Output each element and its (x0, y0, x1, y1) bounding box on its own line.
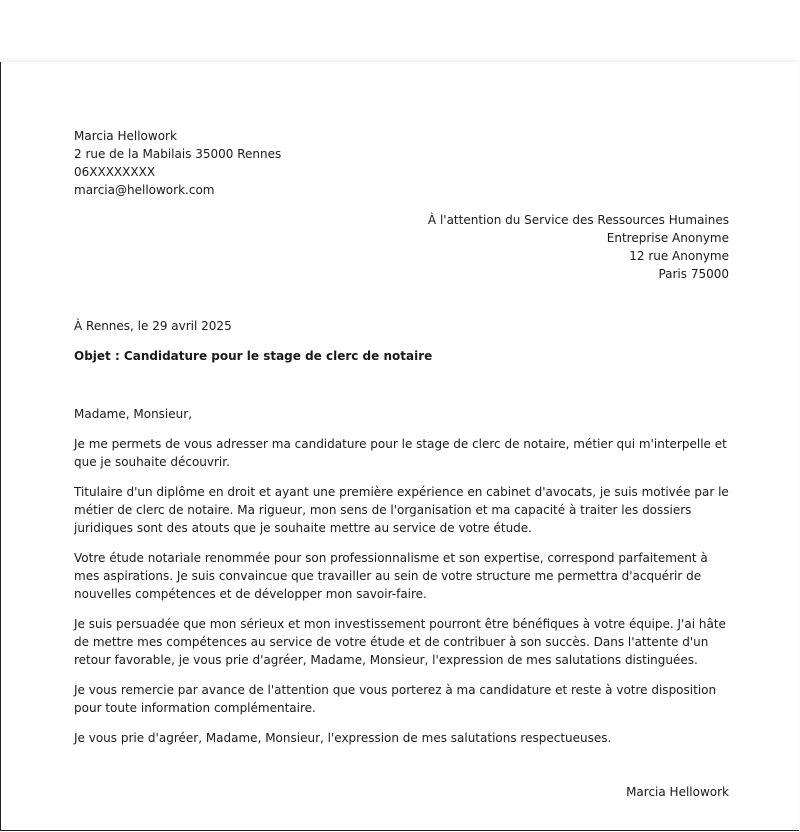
sender-phone: 06XXXXXXXX (74, 165, 156, 179)
letter-content (74, 127, 729, 801)
recipient-street: 12 rue Anonyme (629, 249, 729, 263)
body-paragraph: Titulaire d'un diplôme en droit et ayant une première expérience en cabinet d'avocats, je suis motivée par le métier de clerc de notaire. Ma rigueur, mon sens de l'organisation et ma capacité à traiter les dossiers juridiques sont des atouts que je souhaite mettre au service de votre étude. (74, 485, 729, 535)
letter-salutation: Madame, Monsieur, (74, 407, 193, 421)
top-margin (0, 0, 800, 62)
letter-subject: Objet : Candidature pour le stage de clerc de notaire (74, 349, 433, 363)
sender-email: marcia@hellowork.com (74, 183, 215, 197)
recipient-attention: À l'attention du Service des Ressources Humaines (427, 213, 729, 227)
letter-date: À Rennes, le 29 avril 2025 (74, 319, 232, 333)
body-paragraph: Je suis persuadée que mon sérieux et mon investissement pourront être bénéfiques à votre équipe. J'ai hâte de mettre mes compétences au service de votre étude et de contribuer à son succès. Dans l'attente d'un retour favorable, je vous prie d'agréer, Madame, Monsieur, l'expression de mes salutations distinguées. (74, 617, 726, 667)
body-paragraph: Je me permets de vous adresser ma candidature pour le stage de clerc de notaire, métier qui m'interpelle et que je souhaite découvrir. (74, 437, 727, 469)
letter-signature: Marcia Hellowork (626, 785, 729, 799)
sender-name: Marcia Hellowork (74, 129, 177, 143)
closing-paragraph: Je vous prie d'agréer, Madame, Monsieur, l'expression de mes salutations respectueuses. (74, 731, 612, 745)
body-paragraph: Je vous remercie par avance de l'attention que vous porterez à ma candidature et reste à votre disposition pour toute information complémentaire. (74, 683, 717, 715)
recipient-company: Entreprise Anonyme (606, 231, 729, 245)
recipient-city: Paris 75000 (658, 267, 729, 281)
sender-block (74, 127, 729, 199)
sender-address: 2 rue de la Mabilais 35000 Rennes (74, 147, 282, 161)
letter-page (0, 62, 799, 831)
body-paragraph: Votre étude notariale renommée pour son professionnalisme et son expertise, correspond parfaitement à mes aspirations. Je suis convaincue que travailler au sein de votre structure me permettra d'acquérir de nouvelles compétences et de développer mon savoir-faire. (74, 551, 708, 601)
recipient-block (74, 211, 729, 283)
